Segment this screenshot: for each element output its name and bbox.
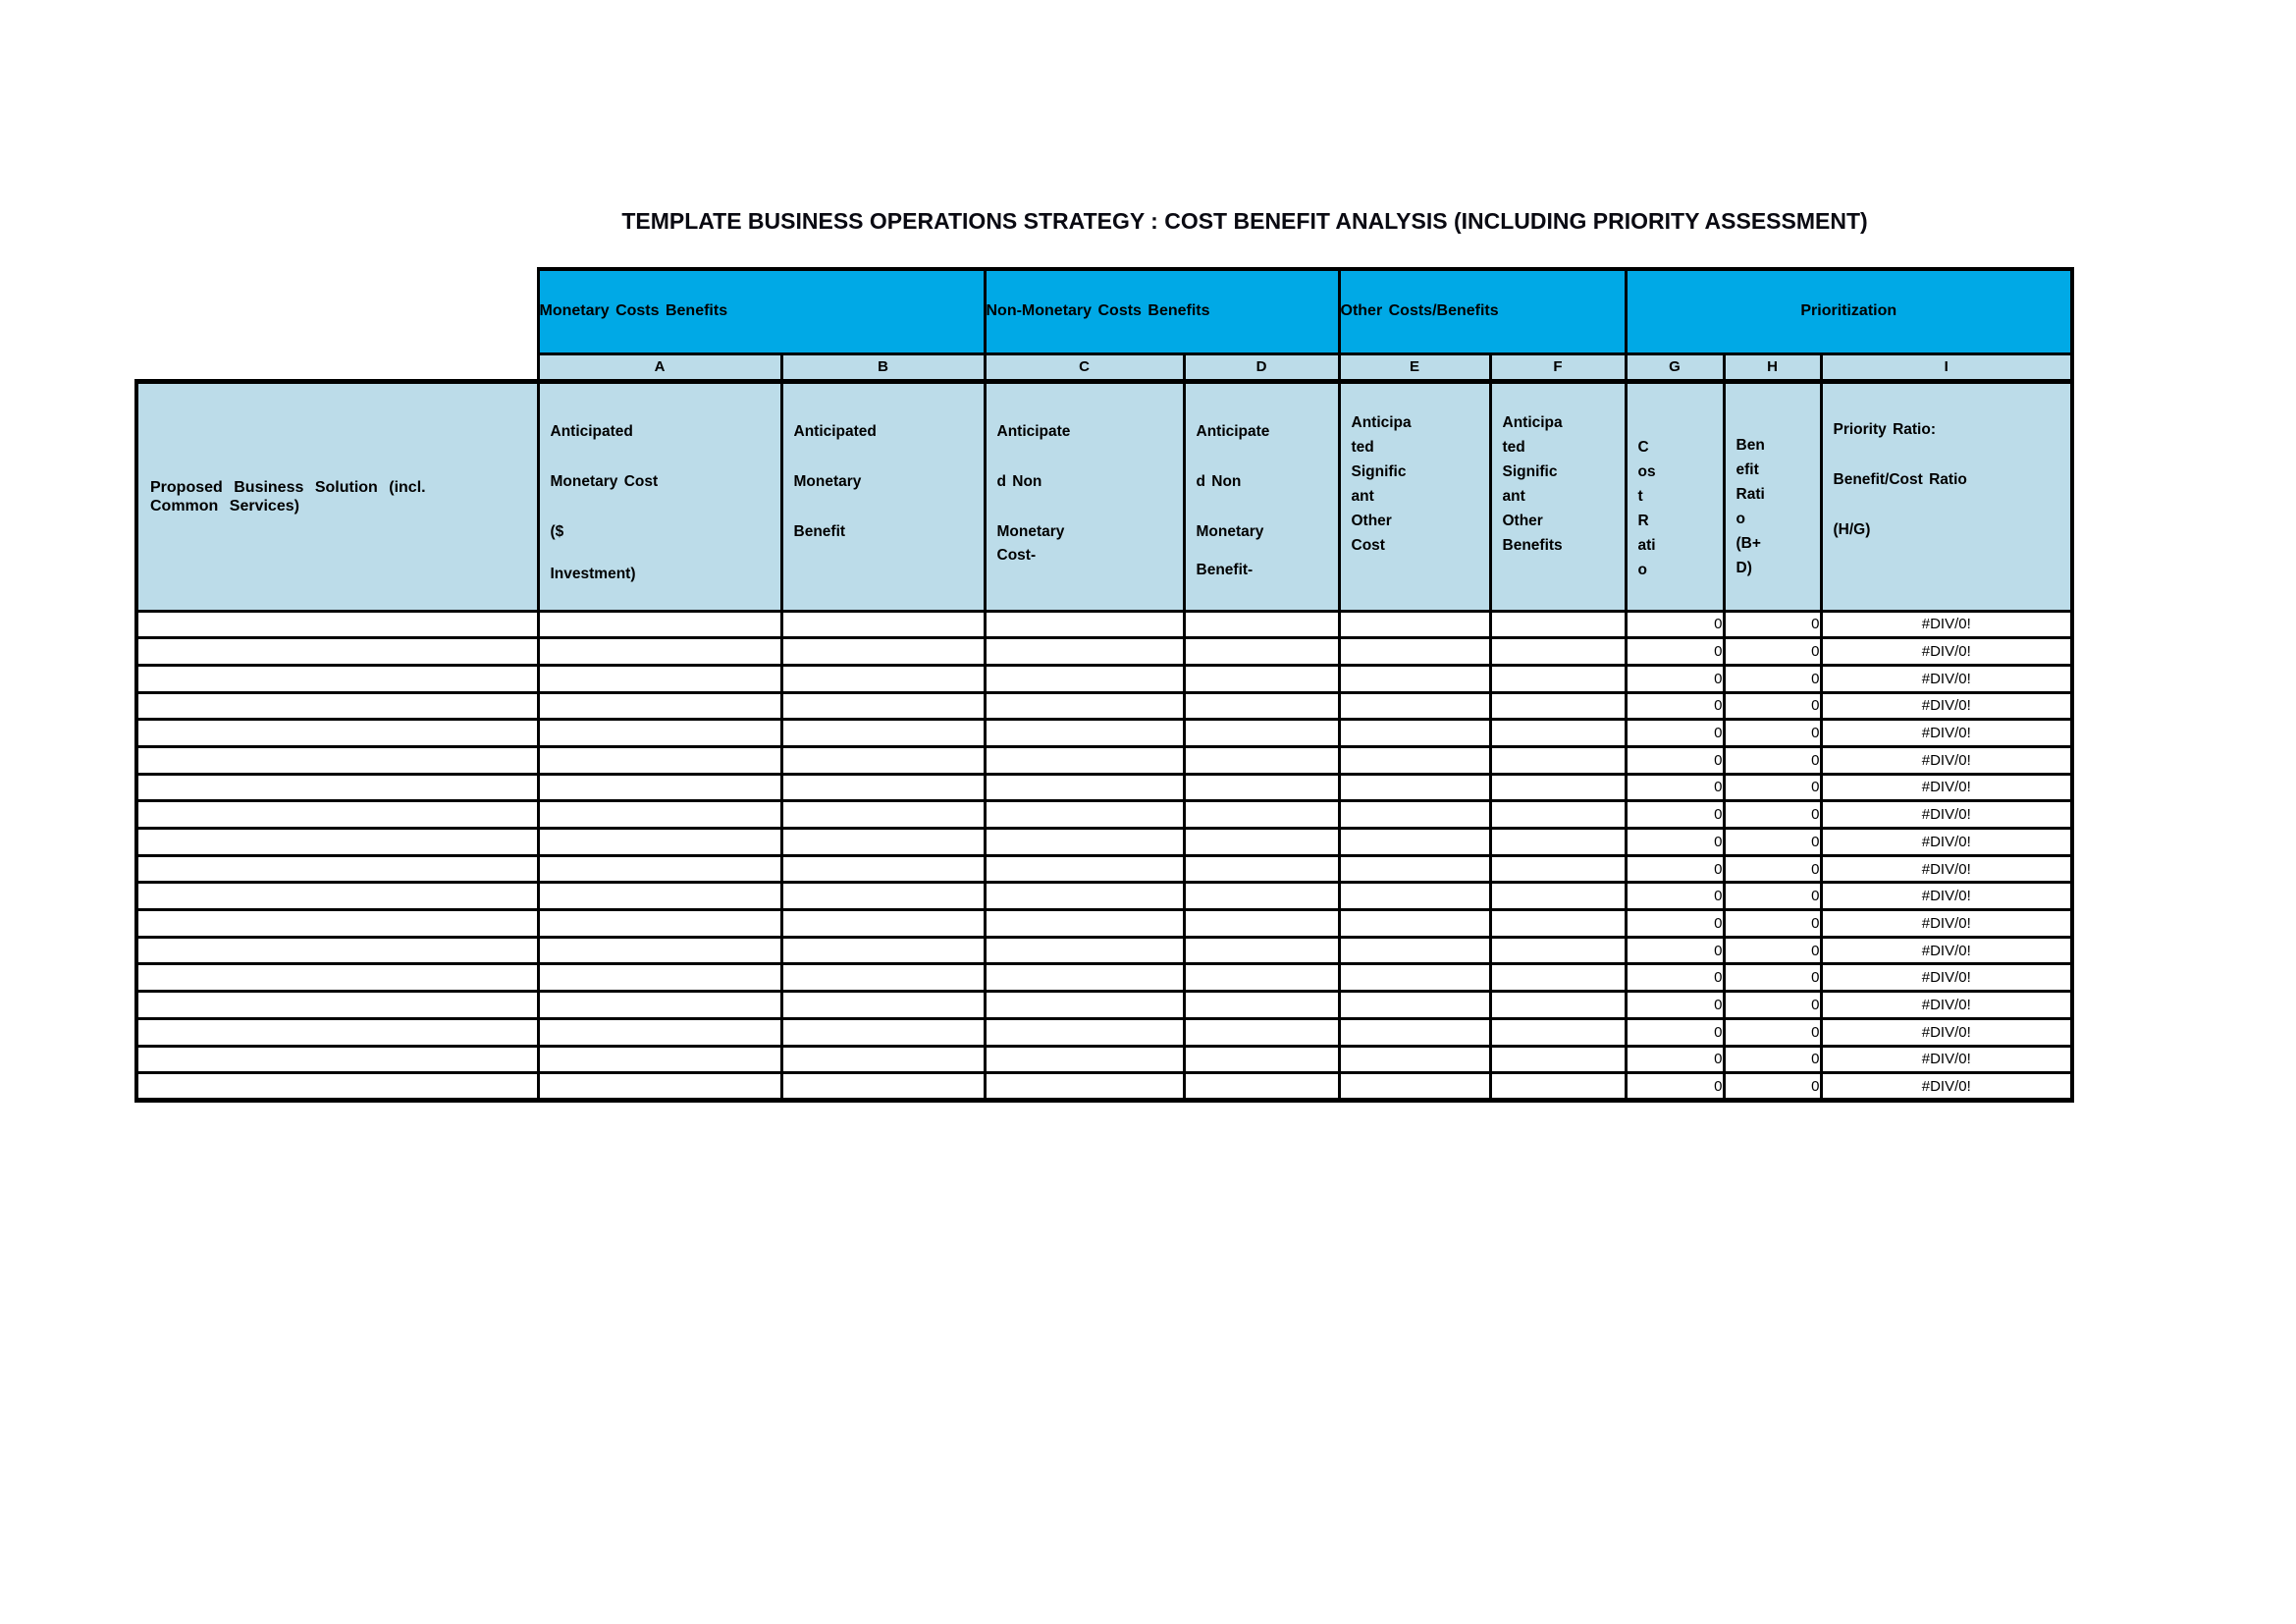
cell-solution-empty [136, 910, 538, 938]
cell-e-empty [1339, 855, 1490, 883]
cell-e-empty [1339, 964, 1490, 992]
cell-f-empty [1490, 665, 1626, 692]
cell-f-empty [1490, 964, 1626, 992]
header-line: Priority Ratio: [1833, 420, 1936, 438]
cell-d-empty [1184, 1018, 1339, 1046]
cell-solution-empty [136, 1073, 538, 1101]
cell-a-empty [538, 720, 781, 747]
header-line: Ben [1735, 436, 1765, 454]
cell-i-priority-ratio-error: #DIV/0! [1821, 855, 2072, 883]
cell-g-cost-ratio-value: 0 [1626, 692, 1724, 720]
cell-a-empty [538, 829, 781, 856]
spacer-cell [136, 353, 538, 381]
cell-d-empty [1184, 720, 1339, 747]
row-header-text [138, 478, 537, 515]
cell-i-priority-ratio-error: #DIV/0! [1821, 746, 2072, 774]
cell-g-cost-ratio-value: 0 [1626, 829, 1724, 856]
cell-c-empty [985, 992, 1184, 1019]
cell-d-empty [1184, 964, 1339, 992]
cell-d-empty [1184, 1046, 1339, 1073]
data-row [136, 937, 2072, 964]
header-line: Benefit/Cost Ratio [1833, 470, 1967, 488]
column-desc-g-cost-ratio [1626, 381, 1724, 611]
cell-h-benefit-ratio-value: 0 [1724, 1046, 1821, 1073]
cell-c-empty [985, 910, 1184, 938]
header-line: Monetary [996, 522, 1065, 540]
column-letter-d: D [1184, 353, 1339, 381]
column-letter-row [136, 353, 2072, 381]
cell-a-empty [538, 855, 781, 883]
column-desc-i-priority-ratio [1821, 381, 2072, 611]
description-row [136, 381, 2072, 611]
data-row [136, 910, 2072, 938]
data-row [136, 1046, 2072, 1073]
cell-f-empty [1490, 910, 1626, 938]
cell-e-empty [1339, 910, 1490, 938]
cell-a-empty [538, 937, 781, 964]
data-row [136, 992, 2072, 1019]
cell-a-empty [538, 774, 781, 801]
cell-h-benefit-ratio-value: 0 [1724, 964, 1821, 992]
cell-c-empty [985, 638, 1184, 666]
cell-i-priority-ratio-error: #DIV/0! [1821, 1073, 2072, 1101]
data-rows-body [136, 611, 2072, 1100]
column-desc-e-anticipated-significant-other-cost [1339, 381, 1490, 611]
cell-f-empty [1490, 692, 1626, 720]
cell-c-empty [985, 665, 1184, 692]
cell-i-priority-ratio-error: #DIV/0! [1821, 964, 2072, 992]
cell-c-empty [985, 746, 1184, 774]
cell-b-empty [781, 746, 985, 774]
header-line: D) [1735, 559, 1752, 576]
cell-solution-empty [136, 964, 538, 992]
cell-b-empty [781, 1018, 985, 1046]
cell-h-benefit-ratio-value: 0 [1724, 692, 1821, 720]
group-header-non-monetary: Non-Monetary Costs Benefits [985, 269, 1339, 353]
cell-e-empty [1339, 611, 1490, 638]
cell-f-empty [1490, 746, 1626, 774]
header-line: ati [1637, 536, 1656, 554]
header-line: Anticipated [550, 422, 633, 440]
cell-i-priority-ratio-error: #DIV/0! [1821, 692, 2072, 720]
header-line: o [1735, 510, 1745, 527]
cell-c-empty [985, 937, 1184, 964]
cell-h-benefit-ratio-value: 0 [1724, 1018, 1821, 1046]
header-line: t [1637, 487, 1643, 505]
cell-i-priority-ratio-error: #DIV/0! [1821, 611, 2072, 638]
cell-b-empty [781, 611, 985, 638]
cell-g-cost-ratio-value: 0 [1626, 937, 1724, 964]
cell-g-cost-ratio-value: 0 [1626, 1073, 1724, 1101]
header-line: Anticipated [793, 422, 877, 440]
cell-d-empty [1184, 692, 1339, 720]
cell-h-benefit-ratio-value: 0 [1724, 937, 1821, 964]
cell-b-empty [781, 665, 985, 692]
header-line: Other [1351, 512, 1392, 529]
cell-c-empty [985, 1073, 1184, 1101]
cell-b-empty [781, 910, 985, 938]
data-row [136, 829, 2072, 856]
header-line: (B+ [1735, 534, 1761, 552]
cell-g-cost-ratio-value: 0 [1626, 855, 1724, 883]
cell-solution-empty [136, 801, 538, 829]
cell-a-empty [538, 638, 781, 666]
column-letter-g: G [1626, 353, 1724, 381]
cell-d-empty [1184, 992, 1339, 1019]
column-letter-c: C [985, 353, 1184, 381]
header-line: Benefits [1502, 536, 1563, 554]
cell-d-empty [1184, 829, 1339, 856]
cell-e-empty [1339, 801, 1490, 829]
cell-i-priority-ratio-error: #DIV/0! [1821, 910, 2072, 938]
header-line: Investment) [550, 565, 636, 582]
cell-h-benefit-ratio-value: 0 [1724, 774, 1821, 801]
cell-c-empty [985, 1018, 1184, 1046]
header-line: ted [1502, 438, 1525, 456]
column-desc-a-anticipated-monetary-cost [538, 381, 781, 611]
cell-i-priority-ratio-error: #DIV/0! [1821, 829, 2072, 856]
group-header-monetary: Monetary Costs Benefits [538, 269, 985, 353]
cell-solution-empty [136, 665, 538, 692]
cell-solution-empty [136, 774, 538, 801]
cell-e-empty [1339, 1046, 1490, 1073]
header-line: Proposed Business Solution (incl. [150, 478, 426, 496]
data-row [136, 611, 2072, 638]
cell-g-cost-ratio-value: 0 [1626, 774, 1724, 801]
header-line: Anticipate [1196, 422, 1270, 440]
cell-i-priority-ratio-error: #DIV/0! [1821, 992, 2072, 1019]
cell-e-empty [1339, 829, 1490, 856]
cell-d-empty [1184, 937, 1339, 964]
cell-solution-empty [136, 992, 538, 1019]
column-letter-b: B [781, 353, 985, 381]
cell-c-empty [985, 1046, 1184, 1073]
cell-i-priority-ratio-error: #DIV/0! [1821, 665, 2072, 692]
cell-c-empty [985, 692, 1184, 720]
cell-e-empty [1339, 638, 1490, 666]
group-header-row [136, 269, 2072, 353]
cell-a-empty [538, 692, 781, 720]
cell-b-empty [781, 937, 985, 964]
cell-b-empty [781, 992, 985, 1019]
cost-benefit-table [134, 267, 2074, 1103]
group-header-other: Other Costs/Benefits [1339, 269, 1626, 353]
cell-i-priority-ratio-error: #DIV/0! [1821, 1046, 2072, 1073]
cell-a-empty [538, 964, 781, 992]
cell-g-cost-ratio-value: 0 [1626, 964, 1724, 992]
cell-h-benefit-ratio-value: 0 [1724, 1073, 1821, 1101]
cell-solution-empty [136, 746, 538, 774]
header-line: Common Services) [150, 497, 299, 514]
cell-h-benefit-ratio-value: 0 [1724, 910, 1821, 938]
cell-a-empty [538, 665, 781, 692]
cell-e-empty [1339, 1018, 1490, 1046]
column-desc-b-anticipated-monetary-benefit [781, 381, 985, 611]
column-desc-f-anticipated-significant-other-benefits [1490, 381, 1626, 611]
cell-g-cost-ratio-value: 0 [1626, 1018, 1724, 1046]
cell-solution-empty [136, 829, 538, 856]
cell-b-empty [781, 883, 985, 910]
cell-e-empty [1339, 692, 1490, 720]
row-header-proposed-business-solution [136, 381, 538, 611]
header-line: ($ [550, 522, 564, 540]
cell-a-empty [538, 1018, 781, 1046]
cell-f-empty [1490, 829, 1626, 856]
cell-i-priority-ratio-error: #DIV/0! [1821, 720, 2072, 747]
cell-g-cost-ratio-value: 0 [1626, 801, 1724, 829]
header-line: Monetary [1196, 522, 1264, 540]
cell-a-empty [538, 611, 781, 638]
cell-f-empty [1490, 855, 1626, 883]
data-row [136, 855, 2072, 883]
cell-e-empty [1339, 665, 1490, 692]
data-row [136, 964, 2072, 992]
cell-a-empty [538, 910, 781, 938]
header-line: Benefit [793, 522, 846, 540]
cell-d-empty [1184, 665, 1339, 692]
spacer-cell [136, 269, 538, 353]
cell-h-benefit-ratio-value: 0 [1724, 638, 1821, 666]
cell-i-priority-ratio-error: #DIV/0! [1821, 883, 2072, 910]
cell-g-cost-ratio-value: 0 [1626, 720, 1724, 747]
cell-e-empty [1339, 883, 1490, 910]
data-row [136, 638, 2072, 666]
cell-h-benefit-ratio-value: 0 [1724, 665, 1821, 692]
cell-f-empty [1490, 720, 1626, 747]
cell-b-empty [781, 1073, 985, 1101]
cell-d-empty [1184, 638, 1339, 666]
header-line: Benefit- [1196, 561, 1254, 578]
cell-i-priority-ratio-error: #DIV/0! [1821, 1018, 2072, 1046]
header-line: Monetary [793, 472, 862, 490]
cell-f-empty [1490, 992, 1626, 1019]
header-line: os [1637, 462, 1656, 480]
cell-e-empty [1339, 992, 1490, 1019]
header-line: o [1637, 561, 1647, 578]
cell-g-cost-ratio-value: 0 [1626, 910, 1724, 938]
group-header-prioritization: Prioritization [1626, 269, 2072, 353]
cell-b-empty [781, 1046, 985, 1073]
cell-a-empty [538, 883, 781, 910]
cell-h-benefit-ratio-value: 0 [1724, 801, 1821, 829]
cell-c-empty [985, 855, 1184, 883]
cell-c-empty [985, 801, 1184, 829]
cell-e-empty [1339, 1073, 1490, 1101]
cell-b-empty [781, 774, 985, 801]
header-line: Monetary Cost [550, 472, 659, 490]
header-line: Anticipa [1502, 413, 1563, 431]
cell-h-benefit-ratio-value: 0 [1724, 992, 1821, 1019]
cell-solution-empty [136, 855, 538, 883]
cell-solution-empty [136, 692, 538, 720]
column-desc-h-benefit-ratio [1724, 381, 1821, 611]
header-line: (H/G) [1833, 520, 1871, 538]
cell-e-empty [1339, 774, 1490, 801]
cell-c-empty [985, 720, 1184, 747]
cell-d-empty [1184, 910, 1339, 938]
header-line: ted [1351, 438, 1374, 456]
column-desc-d-anticipated-non-monetary-benefit [1184, 381, 1339, 611]
cell-h-benefit-ratio-value: 0 [1724, 829, 1821, 856]
data-row [136, 720, 2072, 747]
cell-solution-empty [136, 883, 538, 910]
cell-e-empty [1339, 720, 1490, 747]
cell-g-cost-ratio-value: 0 [1626, 1046, 1724, 1073]
cell-d-empty [1184, 746, 1339, 774]
cell-d-empty [1184, 774, 1339, 801]
cell-c-empty [985, 829, 1184, 856]
cell-g-cost-ratio-value: 0 [1626, 883, 1724, 910]
cell-solution-empty [136, 611, 538, 638]
cell-b-empty [781, 964, 985, 992]
data-row [136, 1073, 2072, 1101]
cell-h-benefit-ratio-value: 0 [1724, 746, 1821, 774]
cell-f-empty [1490, 1046, 1626, 1073]
data-row [136, 665, 2072, 692]
cell-h-benefit-ratio-value: 0 [1724, 855, 1821, 883]
cell-g-cost-ratio-value: 0 [1626, 992, 1724, 1019]
data-row [136, 883, 2072, 910]
header-line: ant [1351, 487, 1374, 505]
cell-a-empty [538, 1073, 781, 1101]
cell-b-empty [781, 829, 985, 856]
page-title: TEMPLATE BUSINESS OPERATIONS STRATEGY : COST BENEFIT ANALYSIS (INCLUDING PRIORITY ASSESSMENT) [621, 208, 1868, 234]
cell-solution-empty [136, 937, 538, 964]
cell-g-cost-ratio-value: 0 [1626, 746, 1724, 774]
cell-a-empty [538, 1046, 781, 1073]
header-line: Rati [1735, 485, 1765, 503]
cell-f-empty [1490, 774, 1626, 801]
cell-e-empty [1339, 937, 1490, 964]
column-desc-c-anticipated-non-monetary-cost [985, 381, 1184, 611]
cell-d-empty [1184, 1073, 1339, 1101]
cell-f-empty [1490, 1018, 1626, 1046]
cell-solution-empty [136, 638, 538, 666]
cell-b-empty [781, 855, 985, 883]
column-letter-i: I [1821, 353, 2072, 381]
cell-f-empty [1490, 937, 1626, 964]
cell-e-empty [1339, 746, 1490, 774]
cell-d-empty [1184, 801, 1339, 829]
cell-f-empty [1490, 801, 1626, 829]
header-line: Cost [1351, 536, 1385, 554]
cell-f-empty [1490, 1073, 1626, 1101]
header-line: Other [1502, 512, 1543, 529]
cell-c-empty [985, 774, 1184, 801]
cell-f-empty [1490, 638, 1626, 666]
header-line: Signific [1502, 462, 1558, 480]
cell-h-benefit-ratio-value: 0 [1724, 720, 1821, 747]
cell-g-cost-ratio-value: 0 [1626, 665, 1724, 692]
cell-b-empty [781, 638, 985, 666]
data-row [136, 801, 2072, 829]
cell-solution-empty [136, 1046, 538, 1073]
cell-a-empty [538, 801, 781, 829]
header-line: Signific [1351, 462, 1407, 480]
cell-i-priority-ratio-error: #DIV/0! [1821, 937, 2072, 964]
header-line: efit [1735, 460, 1759, 478]
header-line: Cost- [996, 546, 1037, 564]
data-row [136, 746, 2072, 774]
data-row [136, 1018, 2072, 1046]
cell-c-empty [985, 611, 1184, 638]
column-letter-f: F [1490, 353, 1626, 381]
cell-b-empty [781, 720, 985, 747]
header-line: Anticipa [1351, 413, 1412, 431]
cell-g-cost-ratio-value: 0 [1626, 638, 1724, 666]
cell-i-priority-ratio-error: #DIV/0! [1821, 801, 2072, 829]
header-line: d Non [996, 472, 1042, 490]
column-letter-a: A [538, 353, 781, 381]
cell-c-empty [985, 964, 1184, 992]
cell-d-empty [1184, 611, 1339, 638]
cell-solution-empty [136, 1018, 538, 1046]
column-letter-h: H [1724, 353, 1821, 381]
cell-solution-empty [136, 720, 538, 747]
cell-d-empty [1184, 883, 1339, 910]
cell-a-empty [538, 992, 781, 1019]
cell-h-benefit-ratio-value: 0 [1724, 883, 1821, 910]
cell-i-priority-ratio-error: #DIV/0! [1821, 638, 2072, 666]
cell-b-empty [781, 801, 985, 829]
header-line: Anticipate [996, 422, 1071, 440]
header-line: R [1637, 512, 1649, 529]
cell-g-cost-ratio-value: 0 [1626, 611, 1724, 638]
column-letter-e: E [1339, 353, 1490, 381]
cell-f-empty [1490, 883, 1626, 910]
header-line: ant [1502, 487, 1525, 505]
cell-d-empty [1184, 855, 1339, 883]
cell-i-priority-ratio-error: #DIV/0! [1821, 774, 2072, 801]
data-row [136, 692, 2072, 720]
header-line: d Non [1196, 472, 1242, 490]
data-row [136, 774, 2072, 801]
cell-b-empty [781, 692, 985, 720]
header-line: C [1637, 438, 1649, 456]
cell-c-empty [985, 883, 1184, 910]
cell-h-benefit-ratio-value: 0 [1724, 611, 1821, 638]
cell-a-empty [538, 746, 781, 774]
cell-f-empty [1490, 611, 1626, 638]
